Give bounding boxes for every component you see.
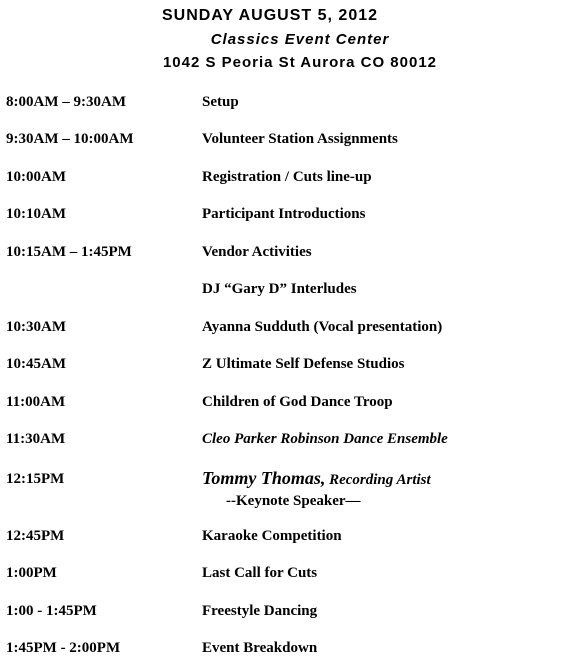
schedule-time: 10:15AM – 1:45PM (6, 244, 132, 260)
schedule-event: Event Breakdown (202, 640, 318, 656)
schedule-row (0, 206, 580, 228)
schedule-event (202, 468, 431, 489)
schedule-event: DJ “Gary D” Interludes (202, 281, 357, 297)
schedule-row (0, 169, 580, 191)
schedule-time: 1:00PM (6, 565, 57, 581)
schedule-time: 1:00 - 1:45PM (6, 603, 97, 619)
keynote-role: Recording Artist (325, 472, 431, 488)
schedule-time: 12:15PM (6, 471, 65, 487)
keynote-subtitle: --Keynote Speaker— (226, 493, 361, 509)
schedule-row (0, 528, 580, 550)
schedule-row (0, 281, 580, 303)
schedule-time: 8:00AM – 9:30AM (6, 94, 126, 110)
schedule-row (0, 244, 580, 266)
event-address: 1042 S Peoria St Aurora CO 80012 (162, 54, 438, 71)
schedule-row (0, 94, 580, 116)
schedule-row (0, 431, 580, 453)
schedule-row (0, 319, 580, 341)
schedule-event: Volunteer Station Assignments (202, 131, 398, 147)
schedule-event: Vendor Activities (202, 244, 312, 260)
schedule-row (0, 640, 580, 662)
schedule-time: 1:45PM - 2:00PM (6, 640, 121, 656)
schedule-event: Participant Introductions (202, 206, 366, 222)
schedule-row (0, 356, 580, 378)
schedule-event: Cleo Parker Robinson Dance Ensemble (202, 431, 448, 447)
schedule-time: 11:00AM (6, 394, 66, 410)
schedule-row-keynote (0, 468, 580, 515)
schedule-event: Last Call for Cuts (202, 565, 318, 581)
schedule-event: Children of God Dance Troop (202, 394, 393, 410)
schedule-time: 11:30AM (6, 431, 66, 447)
schedule-event: Freestyle Dancing (202, 603, 318, 619)
schedule-event: Ayanna Sudduth (Vocal presentation) (202, 319, 443, 335)
schedule-row (0, 565, 580, 587)
schedule-time: 10:30AM (6, 319, 66, 335)
event-date: SUNDAY AUGUST 5, 2012 (161, 7, 379, 24)
schedule-time: 9:30AM – 10:00AM (6, 131, 134, 147)
schedule-time: 10:10AM (6, 206, 66, 222)
schedule-row (0, 394, 580, 416)
keynote-name: Tommy Thomas, (202, 468, 326, 488)
schedule-event: Z Ultimate Self Defense Studios (202, 356, 405, 372)
schedule-time: 12:45PM (6, 528, 65, 544)
schedule-row (0, 131, 580, 153)
schedule-event: Karaoke Competition (202, 528, 342, 544)
schedule-time: 10:00AM (6, 169, 66, 185)
schedule-event: Setup (202, 94, 239, 110)
schedule-time: 10:45AM (6, 356, 66, 372)
schedule-event: Registration / Cuts line-up (202, 169, 372, 185)
event-venue: Classics Event Center (210, 31, 390, 48)
schedule-row (0, 603, 580, 625)
